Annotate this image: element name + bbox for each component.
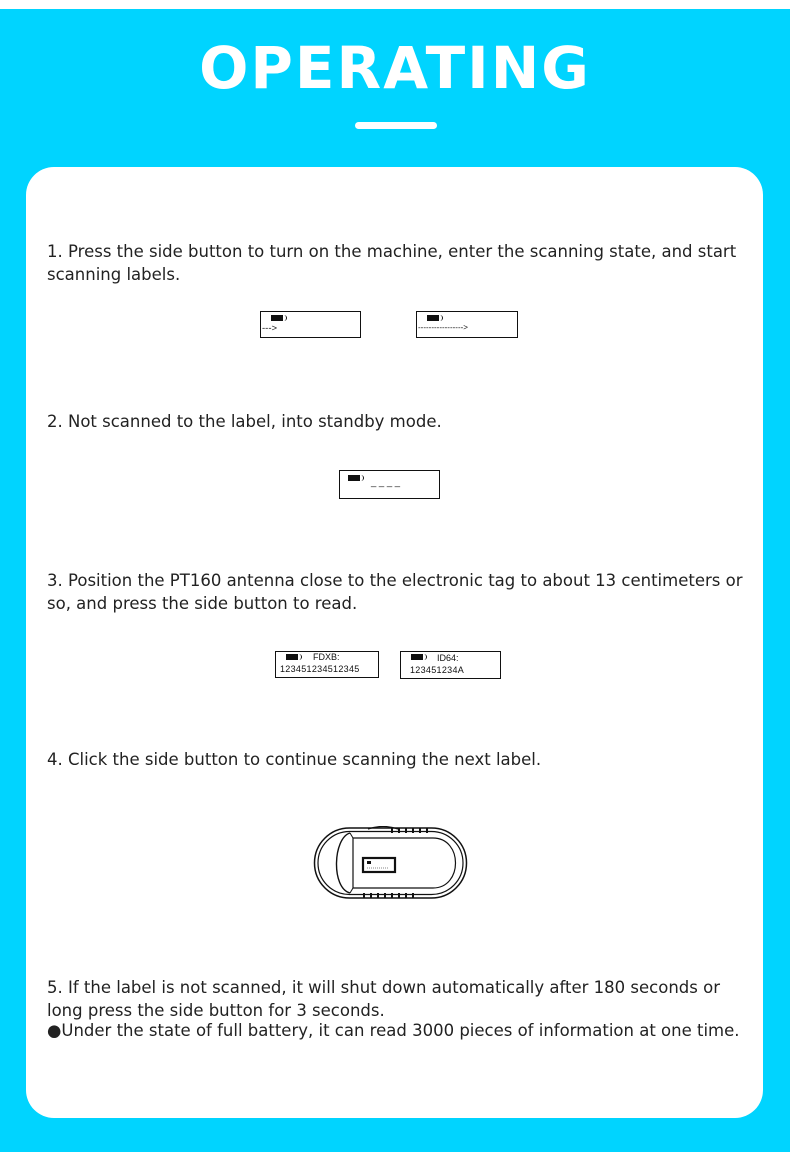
lcd-screen-scanning-2 [416,311,518,338]
battery-icon [286,654,298,660]
fdxb-code: 123451234512345 [280,664,360,674]
reader-device-icon [313,826,468,900]
battery-note: ●Under the state of full battery, it can read 3000 pieces of information at one time. [47,1021,740,1040]
step-5-text: 5. If the label is not scanned, it will shut down automatically after 180 seconds or long press the side button for 3 seconds. [47,978,720,1020]
id64-code: 123451234A [410,665,465,675]
battery-icon [348,475,360,481]
step-2-text: 2. Not scanned to the label, into standby mode. [47,412,442,431]
step-4-text: 4. Click the side button to continue scanning the next label. [47,750,542,769]
step-1-text: 1. Press the side button to turn on the machine, enter the scanning state, and start scanning labels. [47,242,737,284]
title-underline [355,122,437,129]
lcd-screen-standby [339,470,440,499]
step-3-text: 3. Position the PT160 antenna close to the electronic tag to about 13 centimeters or so, and press the side button to read. [47,571,743,613]
battery-icon [427,315,439,321]
battery-icon [411,654,423,660]
scan-progress: ---> [262,323,278,334]
id64-label: ID64: [437,653,459,663]
fdxb-label: FDXB: [313,652,340,662]
lcd-screen-scanning-1 [260,311,361,338]
lcd-screen-id64 [400,651,501,679]
standby-dashes: _ _ _ _ [371,477,401,488]
scan-progress: -----------------> [418,323,468,332]
battery-icon [271,315,283,321]
lcd-screen-fdxb [275,651,379,678]
page-title: OPERATING [199,34,591,102]
